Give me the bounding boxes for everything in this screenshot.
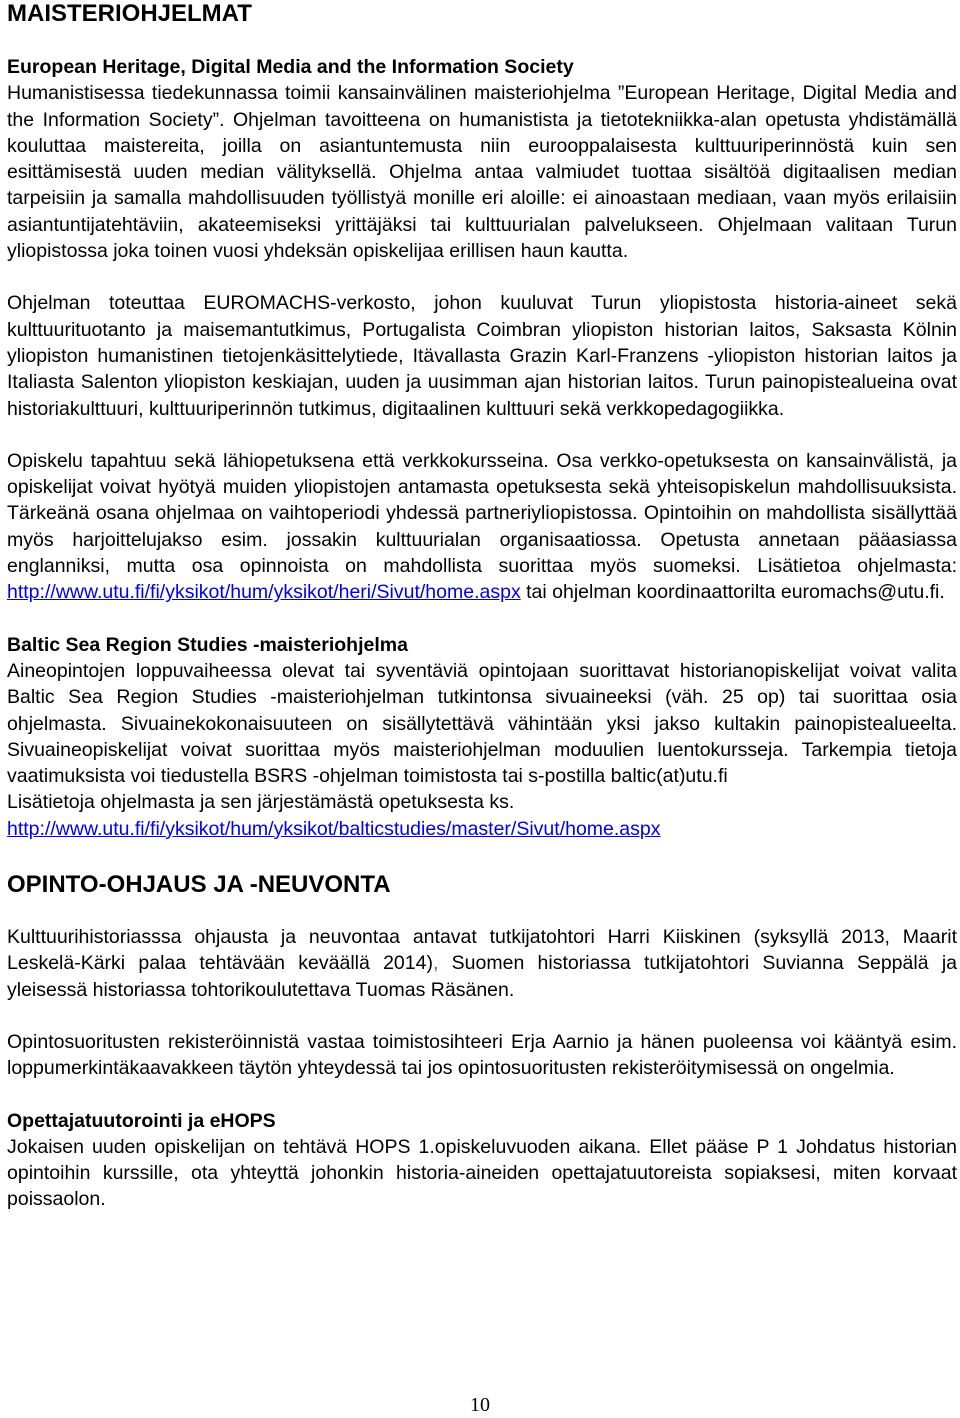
heritage-paragraph-2: Ohjelman toteuttaa EUROMACHS-verkosto, johon kuuluvat Turun yliopistosta historia-aineet sekä kulttuurituotanto ja maisemantutkimus, Portugalista Coimbran yliopiston historian laitos, Saksasta Kölnin yliopiston humanistinen tietojenkäsittelytiede, Itävallasta Grazin Karl-Franzens -yliopiston historian laitos ja Italiasta Salenton yliopiston keskiajan, uuden ja uusimman ajan historian laitos. Turun painopistealueina ovat historiakulttuuri, kulttuuriperinnön tutkimus, digitaalinen kulttuuri sekä verkkopedagogiikka. xyxy=(7,292,957,420)
page-number: 10 xyxy=(470,1394,490,1416)
tutoring-paragraph-1: Jokaisen uuden opiskelijan on tehtävä HOPS 1.opiskeluvuoden aikana. Ellet pääse P 1 Johdatus historian opintoihin kurssille, ota yhteyttä johonkin historia-aineiden opettajatuutoreista sopiaksesi, miten korvaat poissaolon. xyxy=(7,1135,957,1211)
heritage-paragraph-3 xyxy=(7,448,957,606)
baltic-program-link[interactable]: http://www.utu.fi/fi/yksikot/hum/yksikot/balticstudies/master/Sivut/home.aspx xyxy=(7,817,661,840)
guidance-paragraph-1-a: Kulttuurihistoriasssa ohjausta ja neuvontaa antavat tutkijatohtori Harri Kiiskinen (syksyllä 2013, Maarit Leskelä-Kärki palaa tehtävään keväällä 2014) xyxy=(7,926,957,975)
guidance-paragraph-1-comma: , xyxy=(432,952,452,975)
section-title-guidance: OPINTO-OHJAUS JA -NEUVONTA xyxy=(7,871,391,899)
guidance-paragraph-1 xyxy=(7,924,957,1003)
heritage-program-link[interactable]: http://www.utu.fi/fi/yksikot/hum/yksikot/heri/Sivut/home.aspx xyxy=(7,581,521,604)
section-heading-baltic: Baltic Sea Region Studies -maisteriohjelma xyxy=(7,633,408,656)
baltic-paragraph-1: Aineopintojen loppuvaiheessa olevat tai syventäviä opintojaan suorittavat historianopiskelijat voivat valita Baltic Sea Region Studies -maisteriohjelman tutkintonsa sivuaineeksi (väh. 25 op) tai suorittaa osia ohjelmasta. Sivuainekokonaisuuteen on sisällytettävä vähintään yksi jakso kultakin painopistealueelta. Sivuaineopiskelijat voivat suorittaa myös maisteriohjelman moduulien luentokursseja. Tarkempia tietoja vaatimuksista voi tiedustella BSRS -ohjelman toimistosta tai s-postilla baltic(at)utu.fi xyxy=(7,659,957,788)
guidance-paragraph-1-c: Suomen historiassa tutkijatohtori Suvianna Seppälä ja yleisessä historiassa tohtorikoulutettava Tuomas Räsänen. xyxy=(7,952,957,1001)
page-title: MAISTERIOHJELMAT xyxy=(7,0,252,27)
baltic-link-line xyxy=(7,816,957,842)
section-heading-heritage: European Heritage, Digital Media and the Information Society xyxy=(7,56,574,78)
heritage-paragraph-1: Humanistisessa tiedekunnassa toimii kansainvälinen maisteriohjelma ”European Heritage, Digital Media and the Information Society”. Ohjelman tavoitteena on humanistista ja tietotekniikka-alan opetusta yhdistämällä kouluttaa maistereita, joilla on asiantuntemusta niin eurooppalaisesta kulttuuriperinnöstä kuin sen esittämisestä uuden median välityksellä. Ohjelma antaa valmiudet tuottaa sisältöä digitaalisen median tarpeisiin ja samalla mahdollisuuden työllistyä monille eri aloille: ei ainoastaan mediaan, vaan myös erilaisiin asiantuntijatehtäviin, akateemiseksi yrittäjäksi tai kulttuurialan palvelukseen. Ohjelmaan valitaan Turun yliopistossa joka toinen vuosi yhdeksän opiskelijaa erillisen haun kautta. xyxy=(7,82,957,263)
heritage-paragraph-3-tail: tai ohjelman koordinaattorilta euromachs@utu.fi. xyxy=(520,581,945,604)
guidance-paragraph-2: Opintosuoritusten rekisteröinnistä vastaa toimistosihteeri Erja Aarnio ja hänen puoleensa voi kääntyä esim. loppumerkintäkaavakkeen täytön yhteydessä tai jos opintosuoritusten rekisteröitymisessä on ongelmia. xyxy=(7,1030,957,1080)
heritage-paragraph-3-text: Opiskelu tapahtuu sekä lähiopetuksena että verkkokursseina. Osa verkko-opetuksesta on kansainvälistä, ja opiskelijat voivat hyötyä muiden yliopistojen antamasta opetuksesta sekä yhteisopiskelun mahdollisuuksista. Tärkeänä osana ohjelmaa on vaihtoperiodi yhdessä partneriyliopistossa. Opintoihin on mahdollista sisällyttää myös harjoittelujakso esim. jossakin kulttuurialan organisaatiossa. Opetusta annetaan pääasiassa englanniksi, mutta osa opinnoista on mahdollista suorittaa myös suomeksi. Lisätietoa ohjelmasta: xyxy=(7,449,957,578)
document-page xyxy=(7,0,957,1213)
baltic-paragraph-2: Lisätietoja ohjelmasta ja sen järjestämästä opetuksesta ks. xyxy=(7,791,515,814)
section-heading-tutoring: Opettajatuutorointi ja eHOPS xyxy=(7,1109,276,1132)
